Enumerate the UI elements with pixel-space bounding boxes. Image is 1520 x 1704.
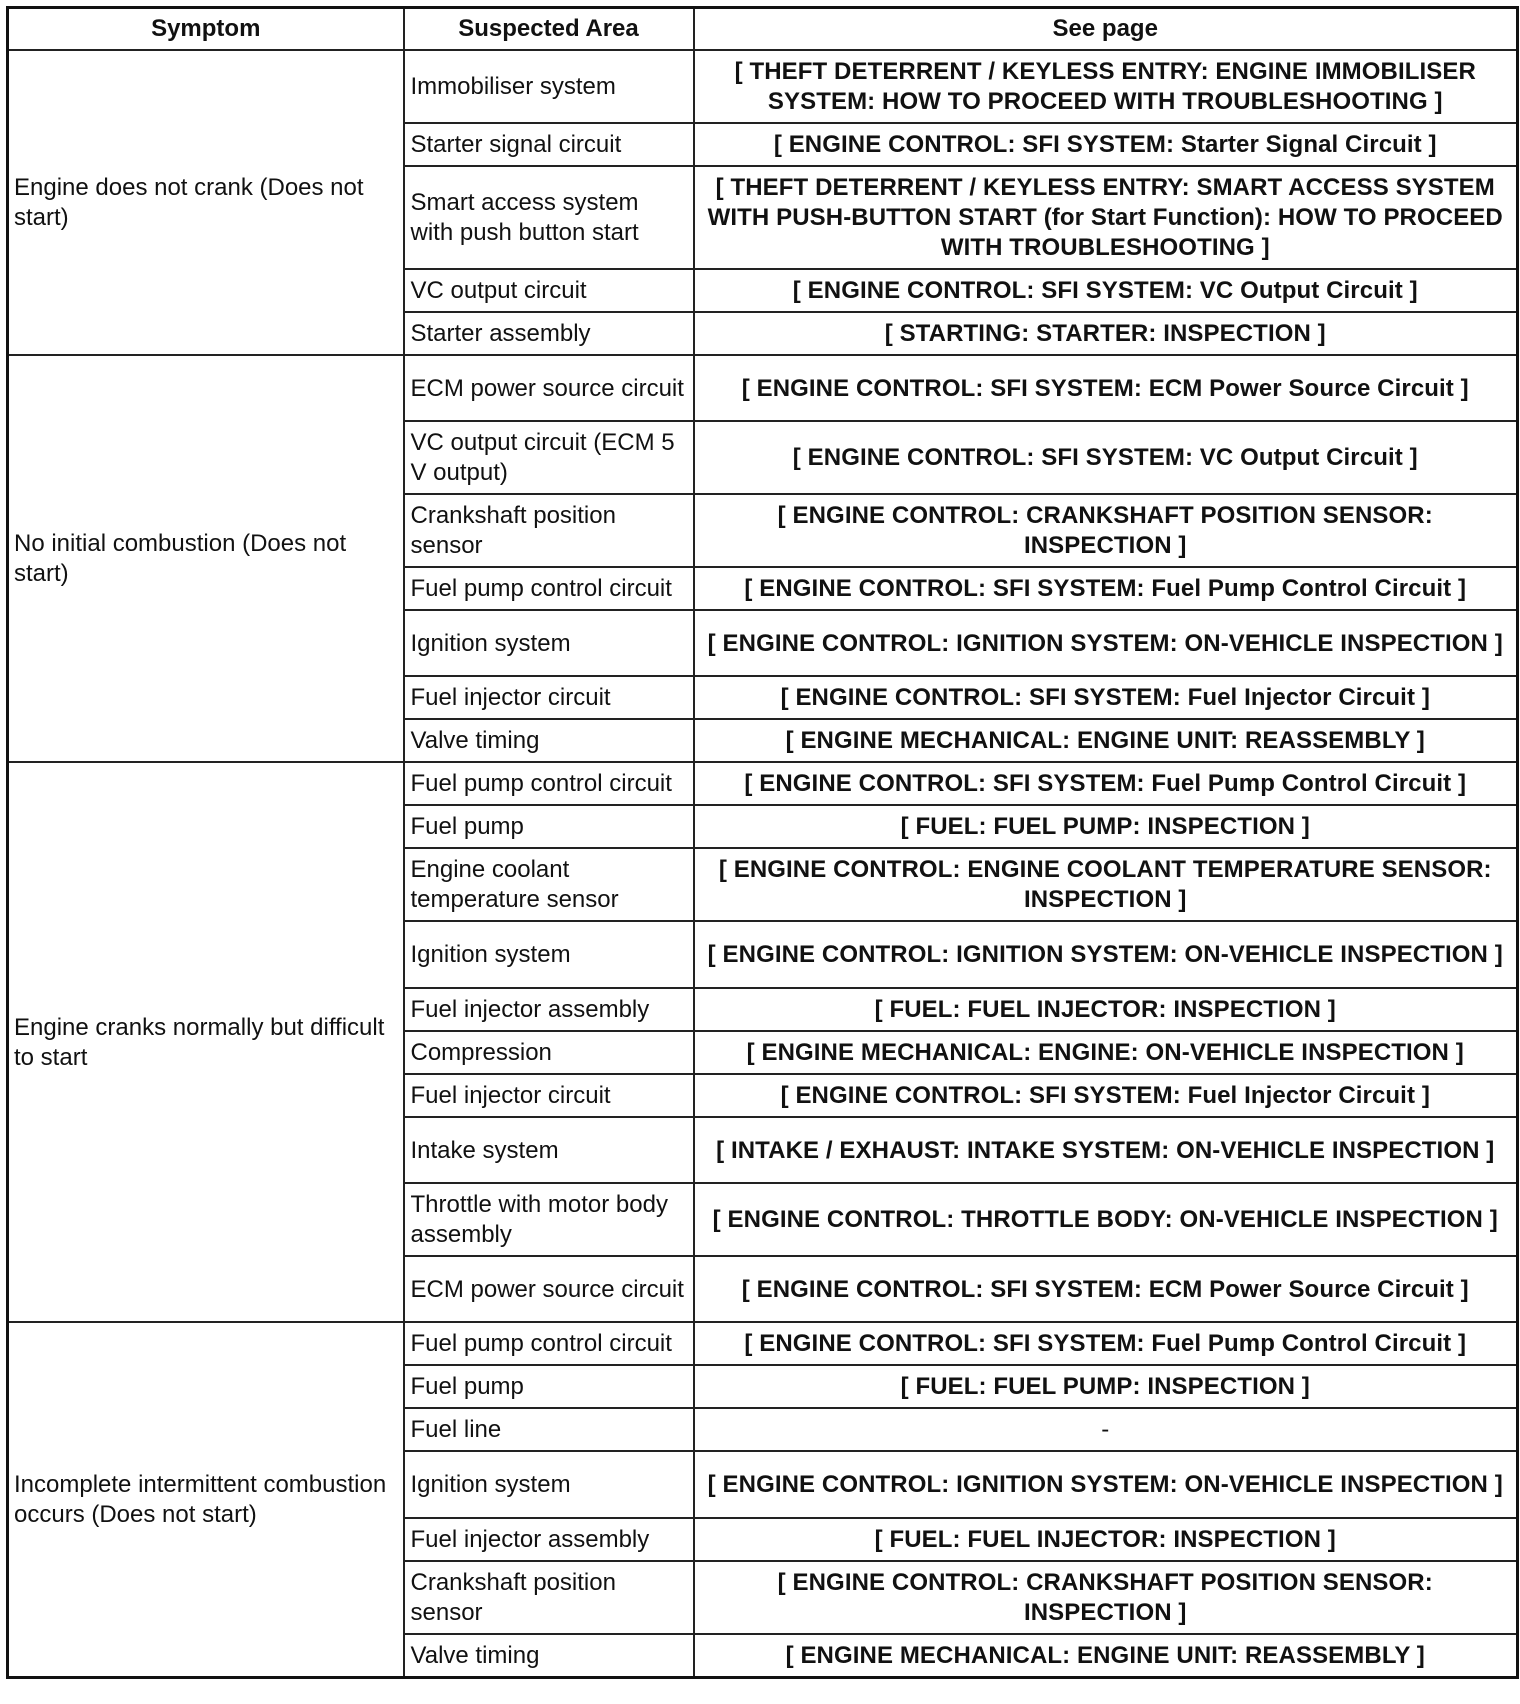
table-row: [8, 355, 1518, 421]
see-page-reference: [ ENGINE CONTROL: SFI SYSTEM: ECM Power Source Circuit ]: [694, 1256, 1518, 1322]
see-page-reference: [ ENGINE MECHANICAL: ENGINE: ON-VEHICLE INSPECTION ]: [694, 1031, 1518, 1074]
suspected-area-cell: Intake system: [404, 1117, 694, 1183]
table-row: [8, 762, 1518, 805]
suspected-area-cell: Throttle with motor body assembly: [404, 1183, 694, 1256]
suspected-area-cell: Starter assembly: [404, 312, 694, 355]
suspected-area-cell: Crankshaft position sensor: [404, 494, 694, 567]
suspected-area-cell: VC output circuit (ECM 5 V output): [404, 421, 694, 494]
see-page-reference: [ ENGINE CONTROL: SFI SYSTEM: Fuel Pump Control Circuit ]: [694, 1322, 1518, 1365]
see-page-reference: -: [694, 1408, 1518, 1451]
suspected-area-cell: Fuel pump: [404, 805, 694, 848]
see-page-reference: [ ENGINE CONTROL: CRANKSHAFT POSITION SENSOR: INSPECTION ]: [694, 494, 1518, 567]
symptom-table: [6, 6, 1519, 1679]
table-body: [8, 50, 1518, 1678]
see-page-reference: [ ENGINE CONTROL: SFI SYSTEM: Fuel Injector Circuit ]: [694, 676, 1518, 719]
see-page-reference: [ ENGINE CONTROL: SFI SYSTEM: Starter Signal Circuit ]: [694, 123, 1518, 166]
suspected-area-cell: Fuel pump control circuit: [404, 1322, 694, 1365]
suspected-area-cell: ECM power source circuit: [404, 1256, 694, 1322]
suspected-area-cell: Fuel pump control circuit: [404, 567, 694, 610]
suspected-area-cell: Valve timing: [404, 1634, 694, 1678]
see-page-reference: [ ENGINE CONTROL: IGNITION SYSTEM: ON-VEHICLE INSPECTION ]: [694, 1451, 1518, 1518]
see-page-reference: [ ENGINE MECHANICAL: ENGINE UNIT: REASSEMBLY ]: [694, 1634, 1518, 1678]
suspected-area-cell: Crankshaft position sensor: [404, 1561, 694, 1634]
suspected-area-cell: VC output circuit: [404, 269, 694, 312]
suspected-area-cell: Smart access system with push button start: [404, 166, 694, 269]
suspected-area-cell: Immobiliser system: [404, 50, 694, 123]
suspected-area-cell: Fuel injector assembly: [404, 988, 694, 1031]
table-row: [8, 50, 1518, 123]
table-row: [8, 1322, 1518, 1365]
suspected-area-cell: Compression: [404, 1031, 694, 1074]
symptom-cell: Engine cranks normally but difficult to start: [8, 762, 404, 1322]
see-page-reference: [ ENGINE CONTROL: SFI SYSTEM: ECM Power Source Circuit ]: [694, 355, 1518, 421]
see-page-reference: [ INTAKE / EXHAUST: INTAKE SYSTEM: ON-VEHICLE INSPECTION ]: [694, 1117, 1518, 1183]
see-page-reference: [ ENGINE CONTROL: IGNITION SYSTEM: ON-VEHICLE INSPECTION ]: [694, 610, 1518, 676]
see-page-reference: [ ENGINE CONTROL: SFI SYSTEM: VC Output Circuit ]: [694, 269, 1518, 312]
see-page-reference: [ ENGINE CONTROL: SFI SYSTEM: Fuel Pump Control Circuit ]: [694, 567, 1518, 610]
see-page-reference: [ FUEL: FUEL PUMP: INSPECTION ]: [694, 805, 1518, 848]
see-page-reference: [ FUEL: FUEL INJECTOR: INSPECTION ]: [694, 1518, 1518, 1561]
see-page-reference: [ STARTING: STARTER: INSPECTION ]: [694, 312, 1518, 355]
suspected-area-cell: Valve timing: [404, 719, 694, 762]
see-page-reference: [ ENGINE CONTROL: SFI SYSTEM: Fuel Injector Circuit ]: [694, 1074, 1518, 1117]
see-page-reference: [ ENGINE CONTROL: CRANKSHAFT POSITION SENSOR: INSPECTION ]: [694, 1561, 1518, 1634]
suspected-area-cell: Fuel injector circuit: [404, 676, 694, 719]
header-symptom: Symptom: [8, 8, 404, 51]
symptom-cell: Incomplete intermittent combustion occurs (Does not start): [8, 1322, 404, 1678]
see-page-reference: [ ENGINE CONTROL: IGNITION SYSTEM: ON-VEHICLE INSPECTION ]: [694, 921, 1518, 988]
symptom-cell: Engine does not crank (Does not start): [8, 50, 404, 355]
header-see-page: See page: [694, 8, 1518, 51]
symptom-cell: No initial combustion (Does not start): [8, 355, 404, 762]
see-page-reference: [ ENGINE MECHANICAL: ENGINE UNIT: REASSEMBLY ]: [694, 719, 1518, 762]
suspected-area-cell: Starter signal circuit: [404, 123, 694, 166]
header-suspected-area: Suspected Area: [404, 8, 694, 51]
suspected-area-cell: Fuel pump control circuit: [404, 762, 694, 805]
see-page-reference: [ FUEL: FUEL INJECTOR: INSPECTION ]: [694, 988, 1518, 1031]
suspected-area-cell: ECM power source circuit: [404, 355, 694, 421]
header-row: [8, 8, 1518, 51]
see-page-reference: [ FUEL: FUEL PUMP: INSPECTION ]: [694, 1365, 1518, 1408]
see-page-reference: [ ENGINE CONTROL: THROTTLE BODY: ON-VEHICLE INSPECTION ]: [694, 1183, 1518, 1256]
see-page-reference: [ THEFT DETERRENT / KEYLESS ENTRY: ENGINE IMMOBILISER SYSTEM: HOW TO PROCEED WITH TROUBLESHOOTING ]: [694, 50, 1518, 123]
suspected-area-cell: Fuel injector assembly: [404, 1518, 694, 1561]
see-page-reference: [ THEFT DETERRENT / KEYLESS ENTRY: SMART ACCESS SYSTEM WITH PUSH-BUTTON START (for Start Function): HOW TO PROCEED WITH TROUBLESHOOTING ]: [694, 166, 1518, 269]
troubleshooting-sheet: [6, 6, 1516, 1679]
see-page-reference: [ ENGINE CONTROL: SFI SYSTEM: VC Output Circuit ]: [694, 421, 1518, 494]
suspected-area-cell: Ignition system: [404, 921, 694, 988]
suspected-area-cell: Ignition system: [404, 1451, 694, 1518]
suspected-area-cell: Fuel line: [404, 1408, 694, 1451]
suspected-area-cell: Fuel pump: [404, 1365, 694, 1408]
suspected-area-cell: Ignition system: [404, 610, 694, 676]
suspected-area-cell: Engine coolant temperature sensor: [404, 848, 694, 921]
see-page-reference: [ ENGINE CONTROL: ENGINE COOLANT TEMPERATURE SENSOR: INSPECTION ]: [694, 848, 1518, 921]
suspected-area-cell: Fuel injector circuit: [404, 1074, 694, 1117]
see-page-reference: [ ENGINE CONTROL: SFI SYSTEM: Fuel Pump Control Circuit ]: [694, 762, 1518, 805]
